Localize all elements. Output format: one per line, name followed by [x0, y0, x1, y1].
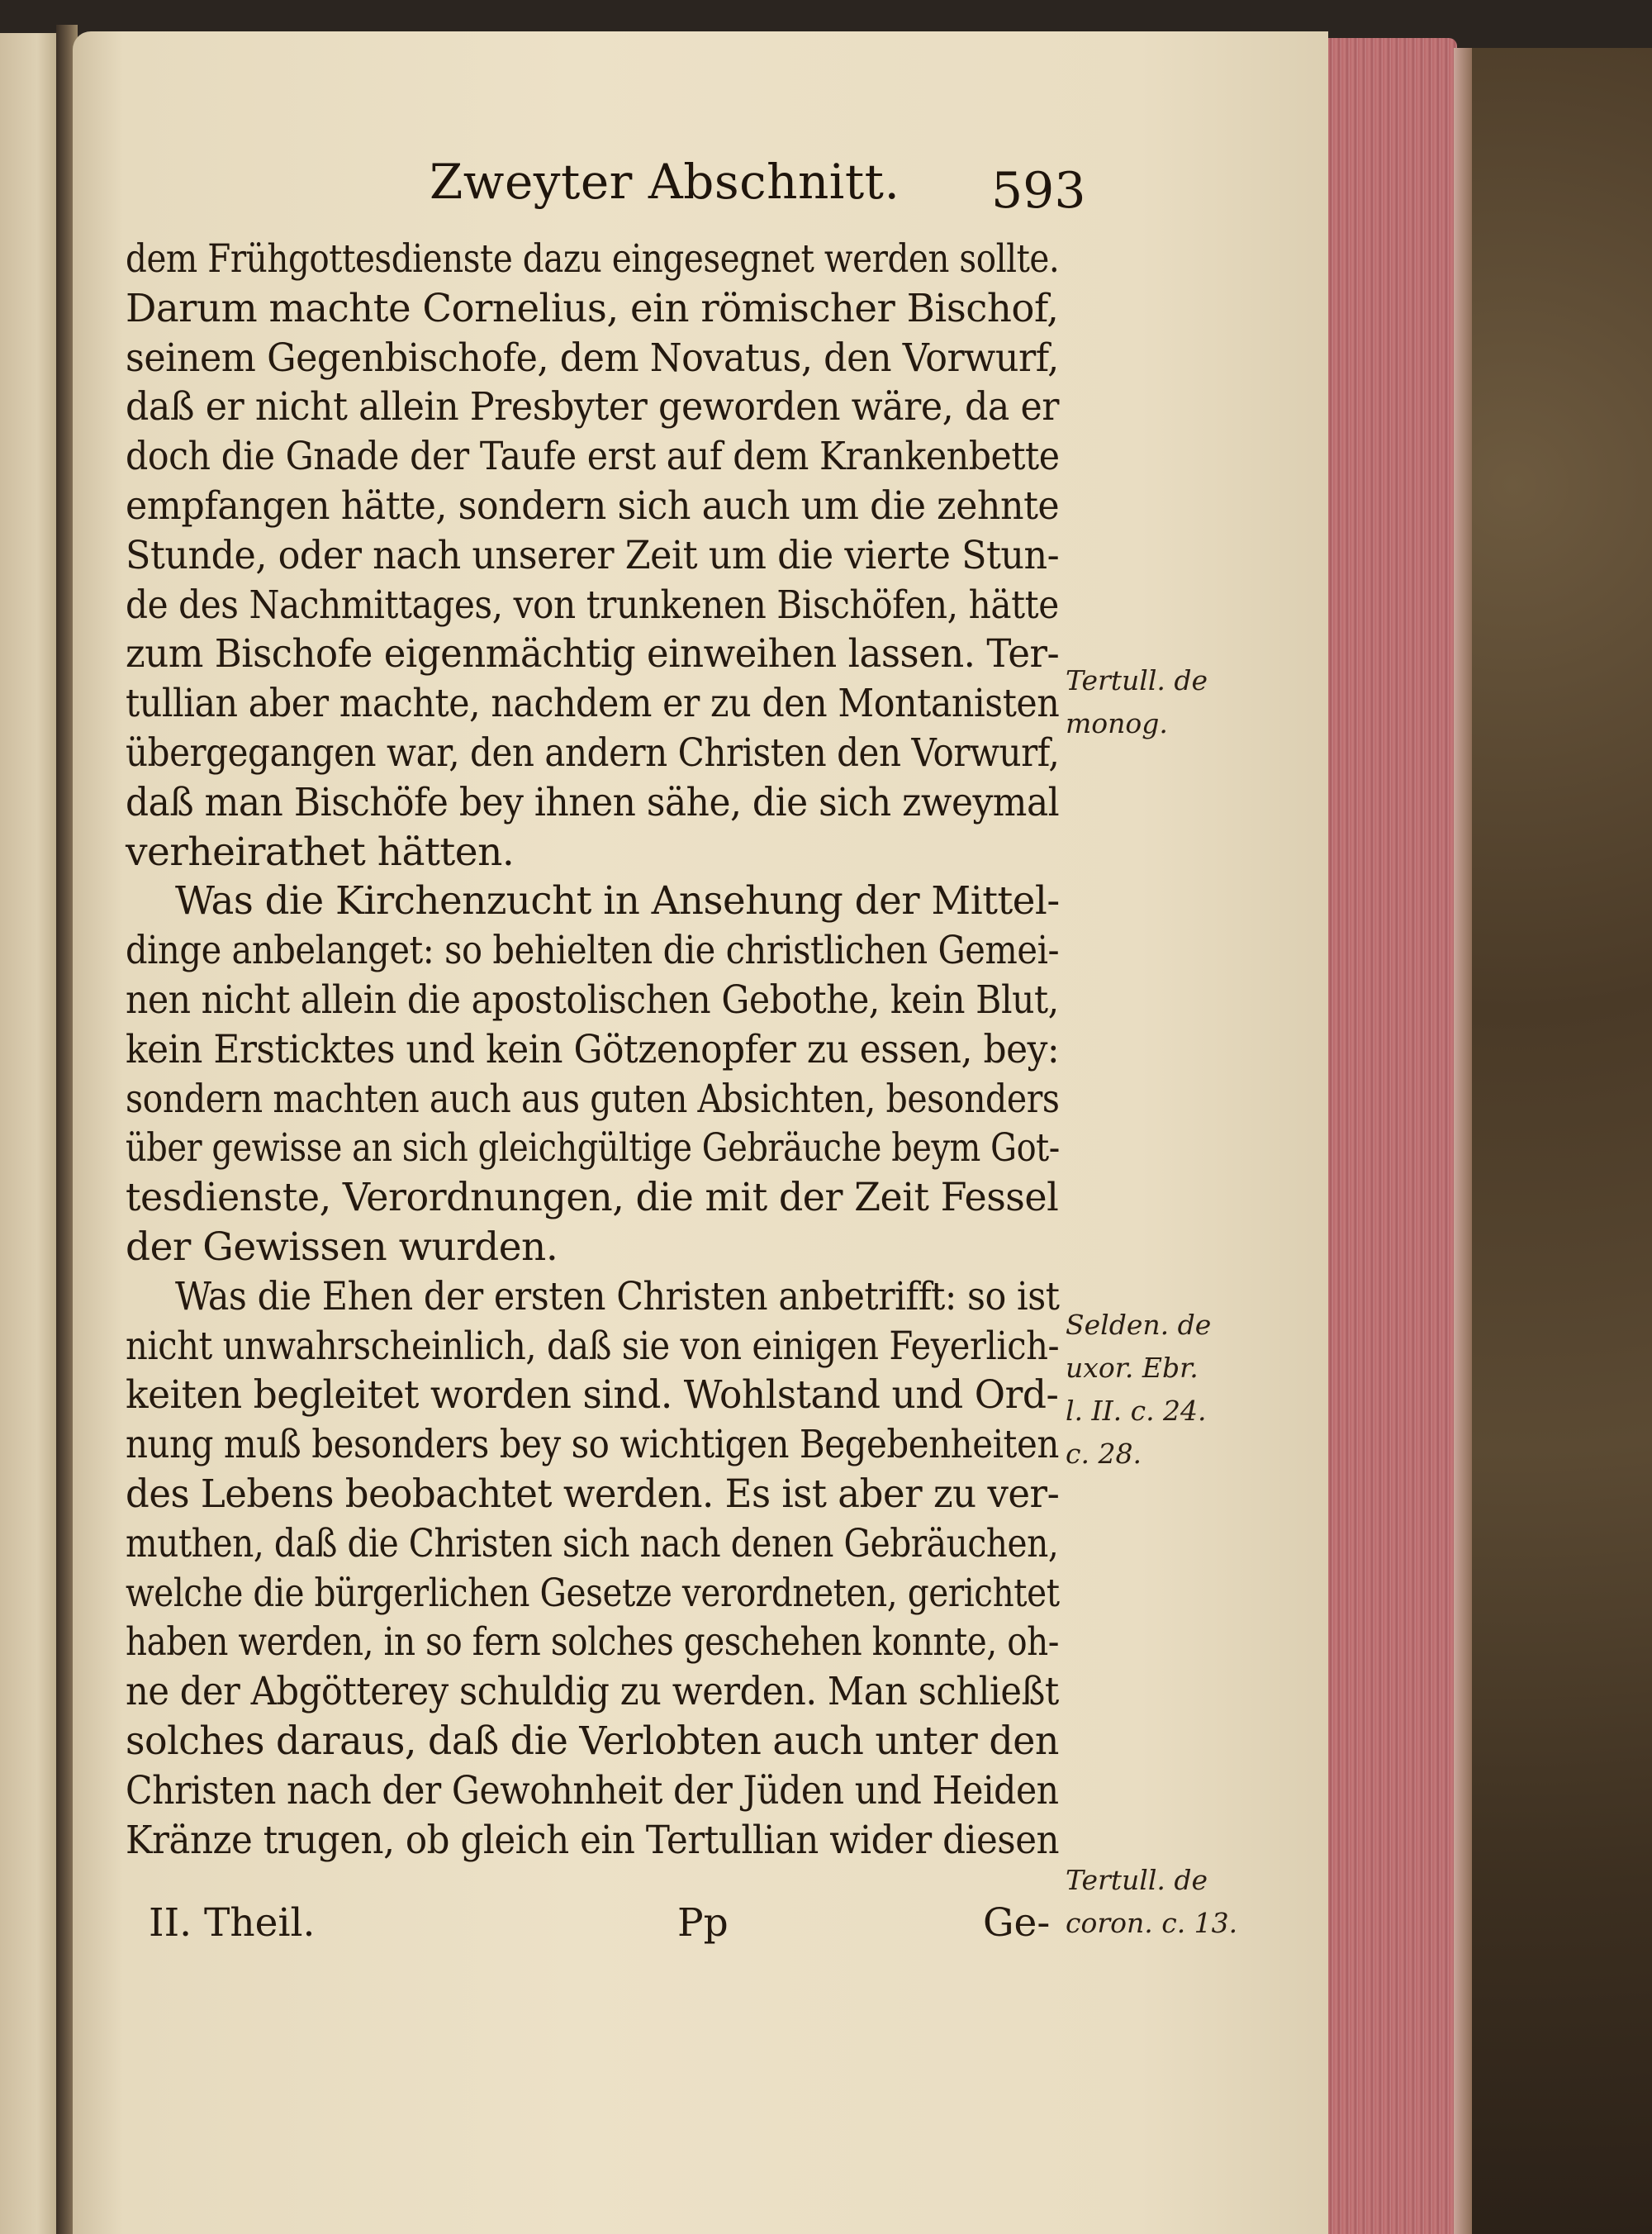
text-line: muthen, daß die Christen sich nach denen Gebräuchen,	[126, 1521, 1059, 1566]
paragraph-first-line: Was die Ehen der ersten Christen anbetrifft: so ist	[175, 1274, 1060, 1319]
text-line: nen nicht allein die apostolischen Gebothe, kein Blut,	[126, 977, 1059, 1023]
text-line: verheirathet hätten.	[126, 829, 515, 875]
text-line: dem Frühgottesdienste dazu eingesegnet werden sollte.	[126, 236, 1060, 282]
text-line: de des Nachmittages, von trunkenen Bischöfen, hätte	[126, 582, 1059, 628]
margin-note: monog.	[1066, 707, 1168, 739]
text-line: solches daraus, daß die Verlobten auch unter den	[126, 1718, 1059, 1764]
paragraph-first-line: Was die Kirchenzucht in Ansehung der Mittel-	[175, 878, 1060, 924]
text-line: sondern machten auch aus guten Absichten, besonders	[126, 1077, 1060, 1122]
footer-catchword: Ge-	[983, 1900, 1051, 1946]
text-line: tesdienste, Verordnungen, die mit der Zeit Fessel	[126, 1175, 1059, 1220]
text-line: welche die bürgerlichen Gesetze verordneten, gerichtet	[126, 1571, 1060, 1616]
text-line: der Gewissen wurden.	[126, 1224, 558, 1270]
text-line: empfangen hätte, sondern sich auch um die zehnte	[126, 483, 1060, 529]
text-line: nung muß besonders bey so wichtigen Begebenheiten	[126, 1422, 1059, 1467]
text-line: Christen nach der Gewohnheit der Jüden und Heiden	[126, 1768, 1059, 1813]
text-line: des Lebens beobachtet werden. Es ist aber zu ver-	[126, 1471, 1060, 1517]
left-page-edge	[0, 33, 62, 2234]
footer-signature: Pp	[677, 1900, 729, 1946]
text-line: doch die Gnade der Taufe erst auf dem Krankenbette	[126, 434, 1060, 479]
margin-note: c. 28.	[1066, 1438, 1142, 1470]
page-edges	[1325, 38, 1457, 2234]
text-line: ne der Abgötterey schuldig zu werden. Man schließt	[126, 1669, 1059, 1714]
text-line: haben werden, in so fern solches geschehen konnte, oh-	[126, 1619, 1060, 1665]
text-line: daß man Bischöfe bey ihnen sähe, die sich zweymal	[126, 780, 1060, 825]
text-line: zum Bischofe eigenmächtig einweihen lassen. Ter-	[126, 631, 1060, 677]
page-number: 593	[991, 162, 1086, 220]
text-line: Darum machte Cornelius, ein römischer Bischof,	[126, 286, 1059, 331]
text-line: keiten begleitet worden sind. Wohlstand und Ord-	[126, 1372, 1059, 1418]
margin-note: Tertull. de	[1066, 664, 1208, 696]
text-line: übergegangen war, den andern Christen den Vorwurf,	[126, 730, 1060, 776]
margin-note: Selden. de	[1066, 1309, 1212, 1341]
text-line: kein Ersticktes und kein Götzenopfer zu essen, bey:	[126, 1027, 1060, 1072]
text-line: nicht unwahrscheinlich, daß sie von einigen Feyerlich-	[126, 1324, 1060, 1369]
text-line: Kränze trugen, ob gleich ein Tertullian wider diesen	[126, 1818, 1060, 1863]
margin-note: uxor. Ebr.	[1066, 1352, 1199, 1384]
text-line: daß er nicht allein Presbyter geworden wäre, da er	[126, 384, 1060, 430]
margin-note: l. II. c. 24.	[1066, 1395, 1207, 1427]
margin-note: coron. c. 13.	[1066, 1907, 1238, 1939]
margin-note: Tertull. de	[1066, 1864, 1208, 1896]
text-line: dinge anbelanget: so behielten die christlichen Gemei-	[126, 928, 1060, 973]
running-head: Zweyter Abschnitt.	[430, 154, 900, 210]
text-line: seinem Gegenbischofe, dem Novatus, den Vorwurf,	[126, 335, 1059, 381]
text-line: Stunde, oder nach unserer Zeit um die vierte Stun-	[126, 533, 1060, 578]
text-line: über gewisse an sich gleichgültige Gebräuche beym Got-	[126, 1125, 1060, 1171]
footer-part: II. Theil.	[149, 1900, 316, 1946]
text-line: tullian aber machte, nachdem er zu den Montanisten	[126, 681, 1060, 726]
book-cover	[1454, 48, 1652, 2234]
